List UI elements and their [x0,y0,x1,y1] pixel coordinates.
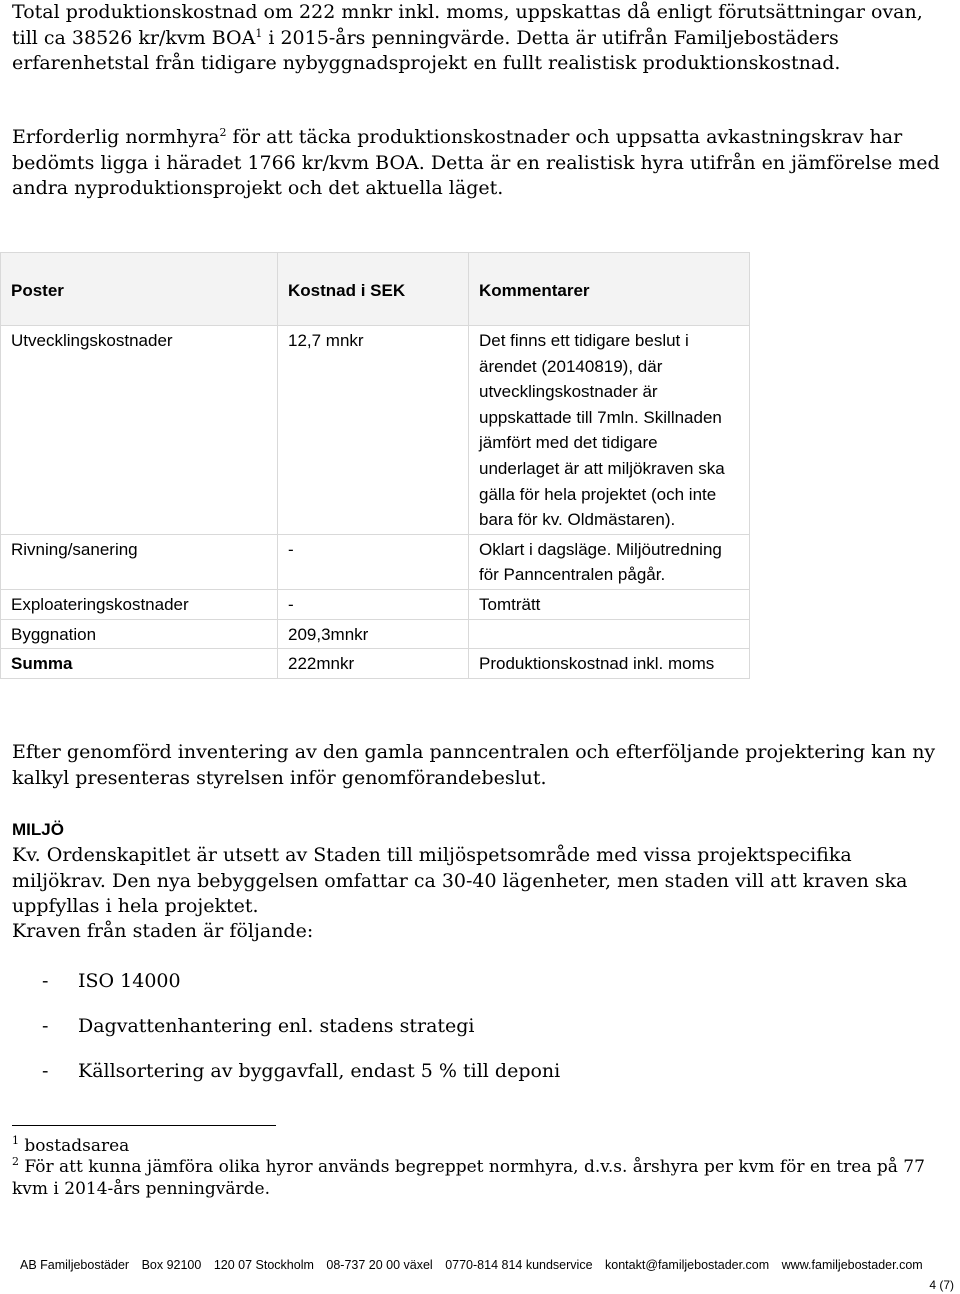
footnote-ref-2: 2 [219,126,227,139]
table-row [1,534,750,589]
footnote-2 [12,1156,942,1200]
cell-comment: Tomträtt [469,589,750,619]
section-heading-miljo: MILJÖ [12,820,64,839]
footnote-1 [12,1135,942,1157]
table-row [1,619,750,649]
intro-text: Total produktionskostnad om 222 mnkr inkl. moms, uppskattas då enligt förutsättningar ovan, till ca 38526 kr/kvm BOA [12,1,923,49]
cell-post: Utvecklingskostnader [1,326,278,535]
intro-paragraph-cost [12,0,942,77]
footnote-divider [12,1125,276,1126]
cell-cost-total: 222mnkr [278,649,469,679]
footer-postal: 120 07 Stockholm [213,1258,314,1272]
header-poster: Poster [1,253,278,326]
cell-post-total: Summa [1,649,278,679]
page-footer [20,1258,932,1272]
footer-phone: 08-737 20 00 växel [326,1258,433,1272]
table-row-total [1,649,750,679]
cell-post: Exploateringskostnader [1,589,278,619]
bullet-dash: - [42,1015,49,1037]
table-row [1,326,750,535]
cell-post: Byggnation [1,619,278,649]
bullet-dash: - [42,970,49,992]
intro-paragraph-rent [12,125,942,202]
cell-cost: - [278,534,469,589]
table-header-row [1,253,750,326]
list-item-text: Dagvattenhantering enl. stadens strategi [78,1015,475,1037]
cell-comment-total: Produktionskostnad inkl. moms [469,649,750,679]
page-number: 4 (7) [929,1278,954,1292]
requirements-intro: Kraven från staden är följande: [12,920,314,942]
after-table-paragraph: Efter genomförd inventering av den gamla panncentralen och efterföljande projektering kan ny kalkyl presenteras styrelsen inför genomförandebeslut. [12,741,936,789]
rent-text-tail: för att täcka produktionskostnader och uppsatta avkastningskrav har bedömts ligga i häradet 1766 kr/kvm BOA. Detta är en realistisk hyra utifrån en jämförelse med andra nyproduktionsprojekt och det aktuella läget. [12,126,940,200]
rent-text: Erforderlig normhyra [12,126,220,148]
list-item-text: ISO 14000 [78,970,181,992]
footer-company: AB Familjebostäder [20,1258,130,1272]
footer-email[interactable]: kontakt@familjebostader.com [605,1258,770,1272]
footer-service: 0770-814 814 kundservice [445,1258,593,1272]
footnote-mark-1: 1 [12,1134,19,1147]
bullet-dash: - [42,1060,49,1082]
footer-box: Box 92100 [141,1258,202,1272]
miljo-paragraph: Kv. Ordenskapitlet är utsett av Staden till miljöspetsområde med vissa projektspecifika miljökrav. Den nya bebyggelsen omfattar ca 30-40 lägenheter, men staden vill att kraven ska uppfyllas i hela projektet. [12,844,908,918]
cell-cost: 12,7 mnkr [278,326,469,535]
footnote-text-2: För att kunna jämföra olika hyror används begreppet normhyra, d.v.s. årshyra per kvm för en trea på 77 kvm i 2014-års penningvärde. [12,1157,925,1199]
footnote-ref-1: 1 [255,26,263,40]
intro-text-tail: i 2015-års penningvärde. Detta är utifrån Familjebostäders erfarenhetstal från tidigare nybyggnadsprojekt en fullt realistisk produktionskostnad. [12,26,841,75]
cell-comment: Det finns ett tidigare beslut i ärendet (20140819), där utvecklingskostnader är uppskattade till 7mln. Skillnaden jämfört med det tidigare underlaget är att miljökraven ska gälla för hela projektet (och inte bara för kv. Oldmästaren). [469,326,750,535]
cost-table [0,252,750,679]
cell-cost: 209,3mnkr [278,619,469,649]
header-cost: Kostnad i SEK [278,253,469,326]
footer-website[interactable]: www.familjebostader.com [781,1258,923,1272]
footnote-mark-2: 2 [12,1155,19,1168]
cell-post: Rivning/sanering [1,534,278,589]
table-row [1,589,750,619]
cell-cost: - [278,589,469,619]
footnote-text-1: bostadsarea [19,1136,130,1156]
cell-comment [469,619,750,649]
cell-comment: Oklart i dagsläge. Miljöutredning för Panncentralen pågår. [469,534,750,589]
header-comment: Kommentarer [469,253,750,326]
list-item-text: Källsortering av byggavfall, endast 5 % till deponi [78,1060,561,1082]
